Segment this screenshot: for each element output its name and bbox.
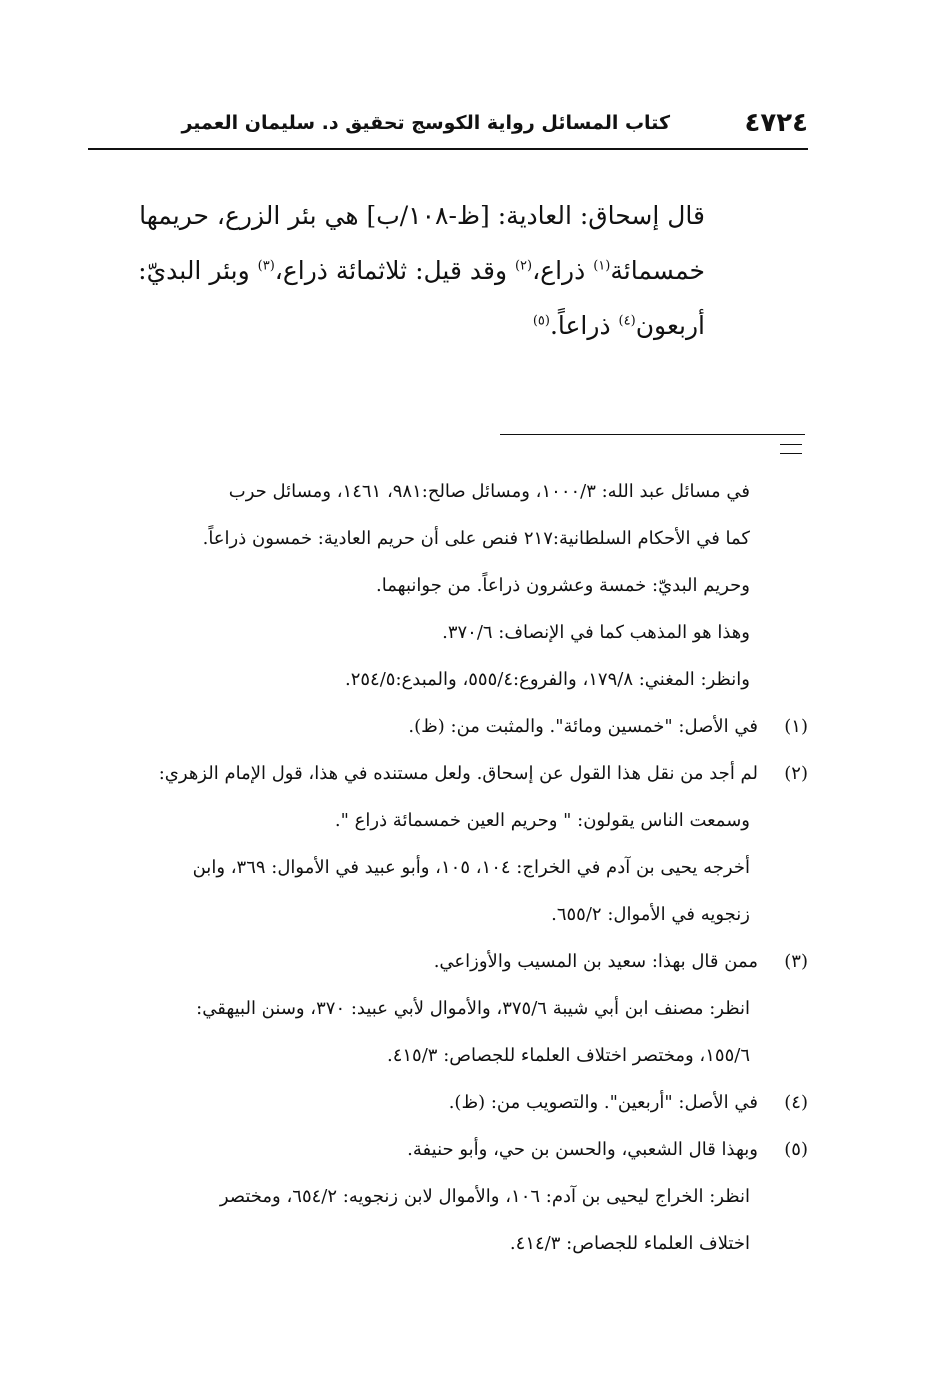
footnote-line: وانظر: المغني: ١٧٩/٨، والفروع:٥٥٥/٤، والمبدع:٢٥٤/٥. <box>344 669 750 690</box>
running-title: كتاب المسائل رواية الكوسج تحقيق د. سليمان العمير <box>181 112 670 134</box>
page-header <box>88 104 808 150</box>
footnote-line: وحريم البديّ: خمسة وعشرون ذراعاً. من جوانبهما. <box>376 575 750 596</box>
main-text-segment: ذراعاً. <box>549 311 619 340</box>
footnote-text: ممن قال بهذا: سعيد بن المسيب والأوزاعي. <box>433 951 758 972</box>
footnote-line: في مسائل عبد الله: ١٠٠٠/٣، ومسائل صالح:٩٨١، ١٤٦١، ومسائل حرب <box>228 481 750 502</box>
footnote-ref: (١) <box>593 258 611 274</box>
footnote-separator <box>500 434 805 435</box>
footnote-line: كما في الأحكام السلطانية:٢١٧ فنص على أن حريم العادية: خمسون ذراعاً. <box>202 528 750 549</box>
main-text-segment: خمسمائة <box>610 256 705 285</box>
footnote-ref: (٥) <box>532 313 550 329</box>
footnote-number: (٤) <box>784 1092 808 1113</box>
footnote-line <box>86 1079 808 1126</box>
footnote-line: زنجويه في الأموال: ٦٥٥/٢. <box>551 904 750 925</box>
footnote-text: في الأصل: "أربعين". والتصويب من: (ظ). <box>448 1092 758 1113</box>
main-text-segment: قال إسحاق: العادية: [ظ-١٠٨/ب] هي بئر الزرع، حريمها <box>139 201 705 230</box>
footnote-line: أخرجه يحيى بن آدم في الخراج: ١٠٤، ١٠٥، وأبو عبيد في الأموال: ٣٦٩، وابن <box>192 857 750 878</box>
footnote-line <box>86 1126 808 1173</box>
main-text-segment: ذراع، <box>532 256 594 285</box>
footnote-ref: (٤) <box>618 313 636 329</box>
footnote-ref: (٢) <box>514 258 533 274</box>
footnote-continuation-mark <box>780 444 802 454</box>
main-text-segment: وقد قيل: ثلاثمائة ذراع، <box>274 256 515 285</box>
footnote-number: (١) <box>784 716 808 737</box>
footnote-line: وهذا هو المذهب كما في الإنصاف: ٣٧٠/٦. <box>442 622 750 643</box>
footnotes <box>86 468 808 1267</box>
footnote-line: انظر: مصنف ابن أبي شيبة ٣٧٥/٦، والأموال لأبي عبيد: ٣٧٠، وسنن البيهقي: <box>196 998 750 1019</box>
footnote-number: (٢) <box>784 763 808 784</box>
main-line <box>139 188 705 243</box>
footnote-text: في الأصل: "خمسين ومائة". والمثبت من: (ظ). <box>408 716 758 737</box>
footnote-line: ١٥٥/٦، ومختصر اختلاف العلماء للجصاص: ٤١٥/٣. <box>386 1045 750 1066</box>
footnote-line: اختلاف العلماء للجصاص: ٤١٤/٣. <box>509 1233 750 1254</box>
footnote-ref: (٣) <box>257 258 275 274</box>
footnote-text: لم أجد من نقل هذا القول عن إسحاق. ولعل مستنده في هذا، قول الإمام الزهري: <box>158 763 758 784</box>
main-line <box>150 298 705 353</box>
main-text-segment: وبئر البديّ: <box>138 256 258 285</box>
footnote-line <box>86 703 808 750</box>
footnote-text: وبهذا قال الشعبي، والحسن بن حي، وأبو حنيفة. <box>407 1139 758 1160</box>
main-line <box>138 243 705 298</box>
main-text-segment: أربعون <box>635 311 705 340</box>
main-text <box>138 188 705 353</box>
footnote-line <box>86 938 808 985</box>
footnote-line: وسمعت الناس يقولون: " وحريم العين خمسمائة ذراع ". <box>334 810 750 831</box>
page-number: ٤٧٢٤ <box>744 108 808 138</box>
footnote-number: (٥) <box>784 1139 808 1160</box>
footnote-line: انظر: الخراج ليحيى بن آدم: ١٠٦، والأموال لابن زنجويه: ٦٥٤/٢، ومختصر <box>219 1186 750 1207</box>
footnote-line <box>86 750 808 797</box>
footnote-number: (٣) <box>784 951 808 972</box>
